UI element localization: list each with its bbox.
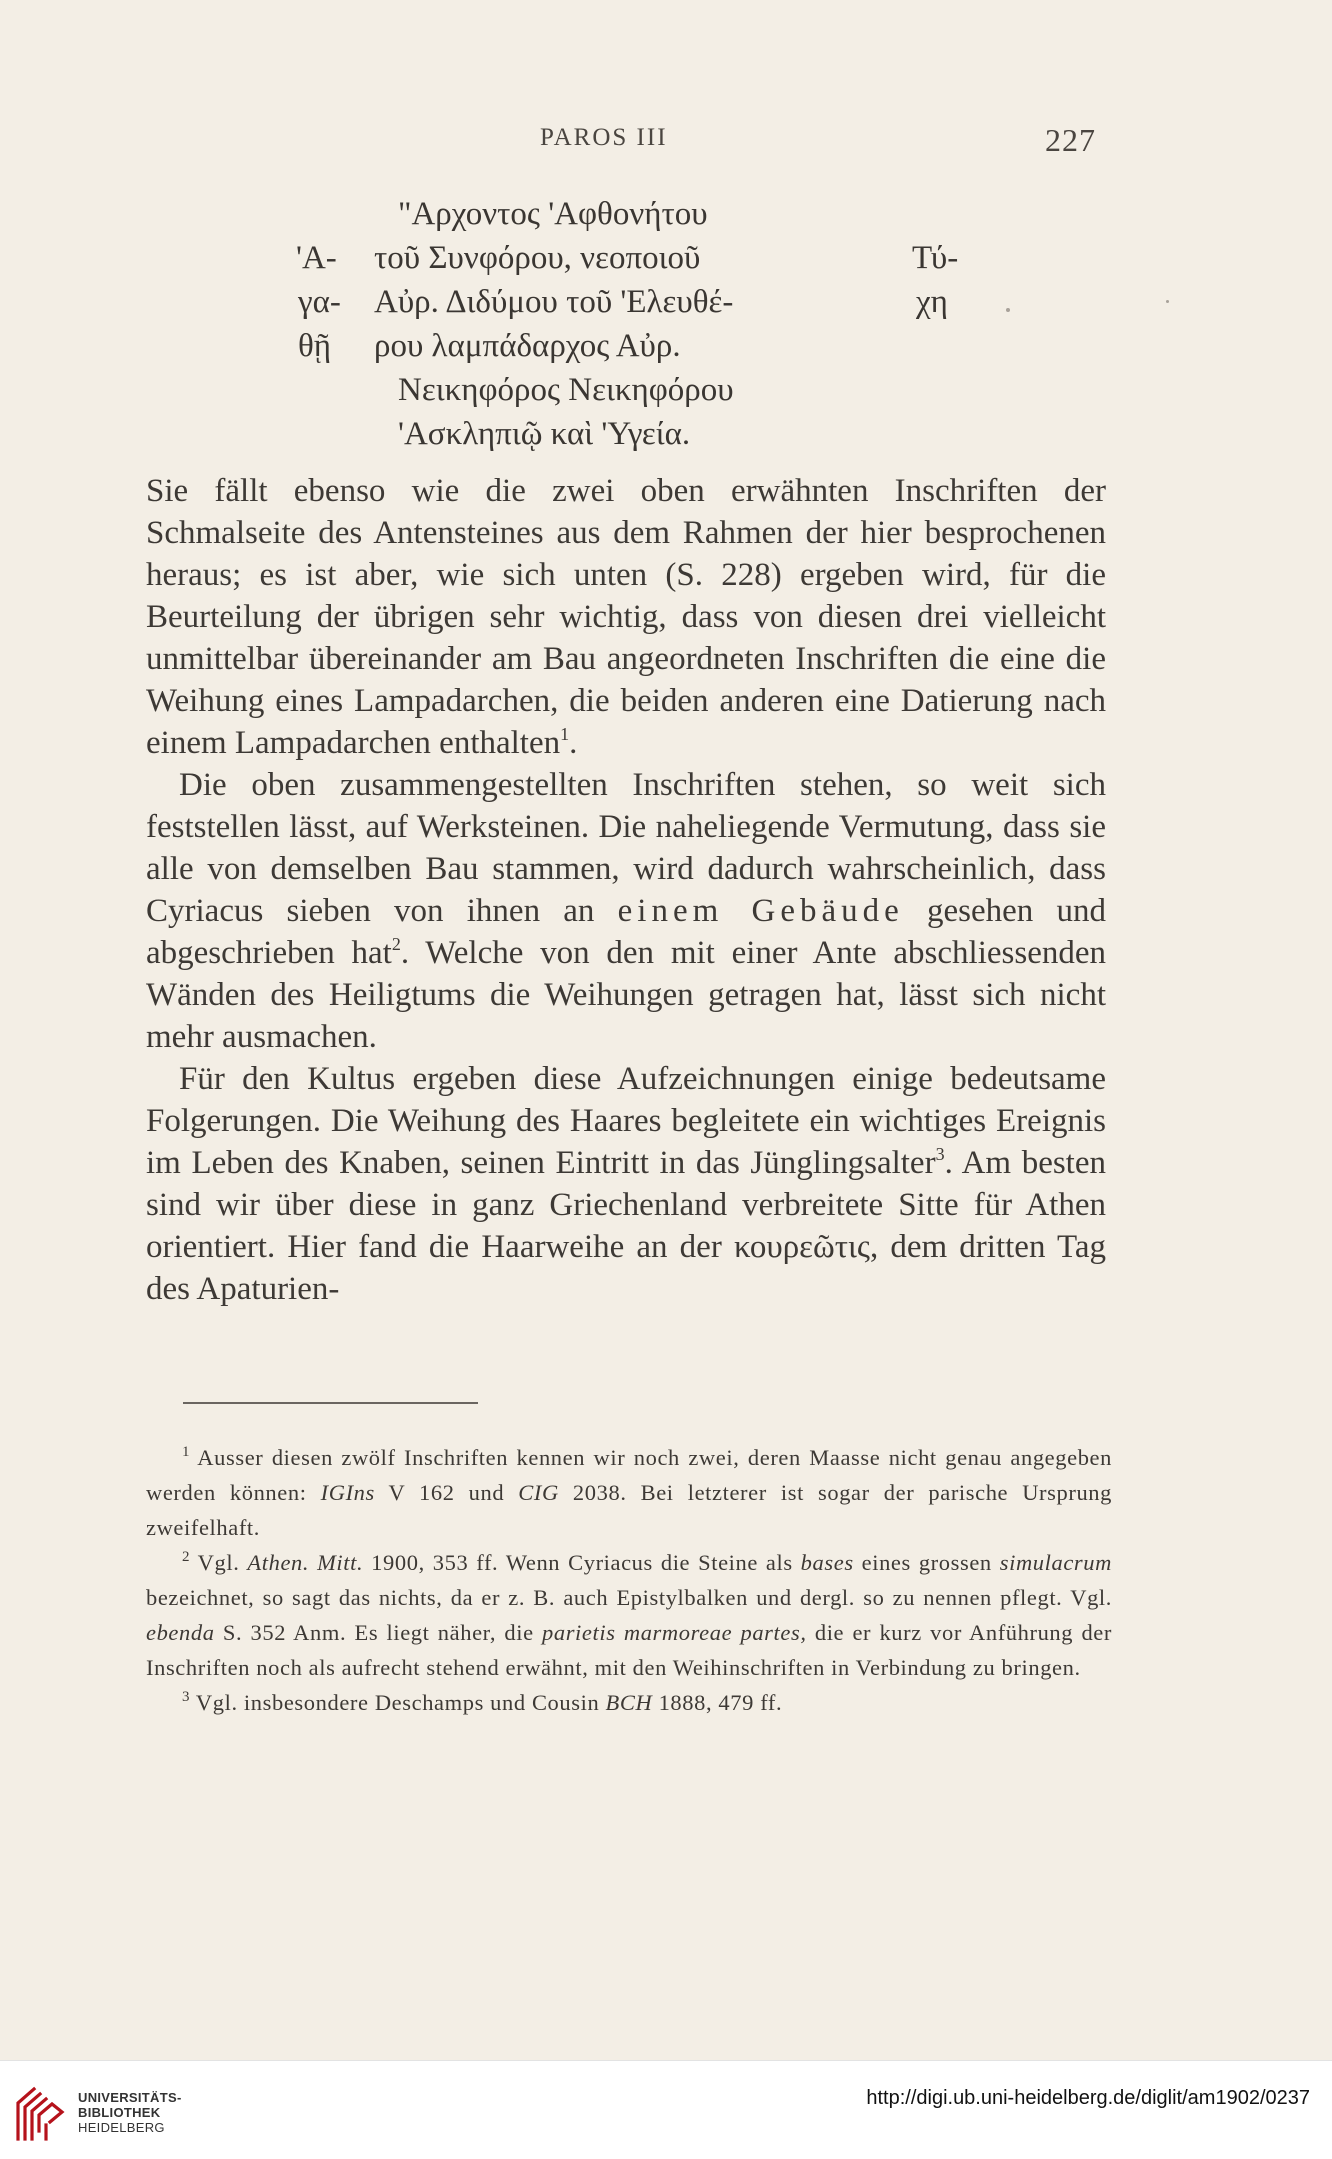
inscription-line: ρου λαμπάδαρχος Αὐρ. xyxy=(374,328,681,364)
ub-heidelberg-logo-icon[interactable] xyxy=(14,2081,70,2143)
paragraph-text: gesehen und abgeschrieben hat xyxy=(146,893,1106,971)
source-url-link[interactable]: http://digi.ub.uni-heidelberg.de/diglit/am1902/0237 xyxy=(866,2087,1310,2109)
inscription-left-margin: 'Α- xyxy=(296,240,337,276)
footnote-italic: CIG xyxy=(518,1480,559,1505)
paragraph-text: . Welche von den mit einer Ante abschliessenden Wänden des Heiligtums die Weihungen getragen hat, lässt sich nicht mehr ausmachen. xyxy=(146,935,1106,1055)
footnote-ref: 3 xyxy=(935,1144,945,1164)
inscription-line: 'Ασκληπιῷ καὶ 'Υγεία. xyxy=(398,416,691,452)
footnote-italic: parietis marmoreae partes, xyxy=(542,1620,807,1645)
footnote xyxy=(146,1440,1112,1545)
paragraph xyxy=(146,1058,1106,1310)
paper-speck xyxy=(1006,308,1010,312)
footnote-italic: Athen. Mitt. xyxy=(247,1550,364,1575)
footnote-text: Ausser diesen zwölf Inschriften kennen wir noch zwei, deren Maasse nicht genau angegeben werden können: xyxy=(146,1445,1112,1505)
footnote-text: bezeichnet, so sagt das nichts, da er z. B. auch Epistylbalken und dergl. so zu nennen pflegt. Vgl. xyxy=(146,1585,1112,1610)
footnote-italic: ebenda xyxy=(146,1620,215,1645)
footnote xyxy=(146,1545,1112,1685)
running-title: PAROS III xyxy=(540,124,668,151)
footnote-number: 3 xyxy=(182,1689,191,1705)
footnote-number: 2 xyxy=(182,1549,191,1565)
paragraph xyxy=(146,764,1106,1058)
footnote-text: S. 352 Anm. Es liegt näher, die xyxy=(214,1620,542,1645)
viewer-footer xyxy=(0,2060,1332,2159)
paragraph-text: . Am besten sind wir über diese in ganz Griechenland verbreitete Sitte für Athen orientiert. Hier fand die Haarweihe an der κουρεῶτις, dem dritten Tag des Apaturien- xyxy=(146,1145,1106,1307)
paper-speck xyxy=(1166,300,1169,303)
spaced-emphasis: einem Gebäude xyxy=(617,893,904,929)
footnote-text: 1900, 353 ff. Wenn Cyriacus die Steine als xyxy=(363,1550,801,1575)
main-text xyxy=(146,470,1106,1310)
footnote-italic: bases xyxy=(800,1550,854,1575)
paragraph-text: Die oben zusammengestellten Inschriften stehen, so weit sich feststellen lässt, auf Werksteinen. Die naheliegende Vermutung, dass sie alle von demselben Bau stammen, wird dadurch wahrscheinlich, dass Cyriacus sieben von ihnen an xyxy=(146,767,1106,929)
library-name-line: UNIVERSITÄTS- xyxy=(78,2090,182,2105)
footnote-text: eines grossen xyxy=(853,1550,1000,1575)
paragraph-text: Sie fällt ebenso wie die zwei oben erwähnten Inschriften der Schmalseite des Antensteines aus dem Rahmen der hier besprochenen heraus; es ist aber, wie sich unten (S. 228) ergeben wird, für die Beurteilung der übrigen sehr wichtig, dass von diesen drei vielleicht unmittelbar übereinander am Bau angeordneten Inschriften die eine die Weihung eines Lampadarchen, die beiden anderen eine Datierung nach einem Lampadarchen enthalten xyxy=(146,473,1106,761)
inscription-right-margin: Τύ- xyxy=(912,240,959,276)
paragraph-text: . xyxy=(569,725,578,761)
footnote-text: die er kurz vor Anführung der Inschriften noch als aufrecht stehend erwähnt, mit den Weihinschriften in Verbindung zu bringen. xyxy=(146,1620,1112,1680)
footnote-text: 1888, 479 ff. xyxy=(652,1690,783,1715)
inscription-line: "Αρχοντος 'Αφθονήτου xyxy=(398,196,708,232)
footnote-text: Vgl. insbesondere Deschamps und Cousin xyxy=(190,1690,606,1715)
page-header xyxy=(0,124,1332,164)
inscription-right-margin: χη xyxy=(916,284,948,320)
library-name-line: BIBLIOTHEK xyxy=(78,2105,161,2120)
footnote-ref: 1 xyxy=(560,724,570,744)
footnote-italic: BCH xyxy=(605,1690,653,1715)
page-number: 227 xyxy=(1045,122,1096,158)
footnotes xyxy=(146,1440,1112,1720)
library-name[interactable] xyxy=(78,2090,182,2135)
footnote-text: Vgl. xyxy=(190,1550,248,1575)
paragraph xyxy=(146,470,1106,764)
inscription-line: τοῦ Συνφόρου, νεοποιοῦ xyxy=(374,240,701,276)
paragraph-text: Für den Kultus ergeben diese Aufzeichnungen einige bedeutsame Folgerungen. Die Weihung des Haares begleitete ein wichtiges Ereignis im Leben des Knaben, seinen Eintritt in das Jünglingsalter xyxy=(146,1061,1106,1181)
footnote-text: 2038. Bei letzterer ist sogar der parische Ursprung zweifelhaft. xyxy=(146,1480,1113,1540)
footnote-italic: IGIns xyxy=(320,1480,375,1505)
footnote-divider xyxy=(183,1402,478,1404)
inscription-left-margin: γα- xyxy=(298,284,341,320)
footnote-ref: 2 xyxy=(391,934,401,954)
footnote-text: V 162 und xyxy=(374,1480,519,1505)
inscription-left-margin: θῇ xyxy=(298,328,332,364)
footnote-italic: simulacrum xyxy=(999,1550,1112,1575)
inscription-line: Νεικηφόρος Νεικηφόρου xyxy=(398,372,734,408)
footnote xyxy=(146,1685,1112,1720)
library-name-line: HEIDELBERG xyxy=(78,2120,165,2135)
inscription-line: Αὐρ. Διδύμου τοῦ 'Ελευθέ- xyxy=(374,284,734,320)
footnote-number: 1 xyxy=(182,1444,191,1460)
